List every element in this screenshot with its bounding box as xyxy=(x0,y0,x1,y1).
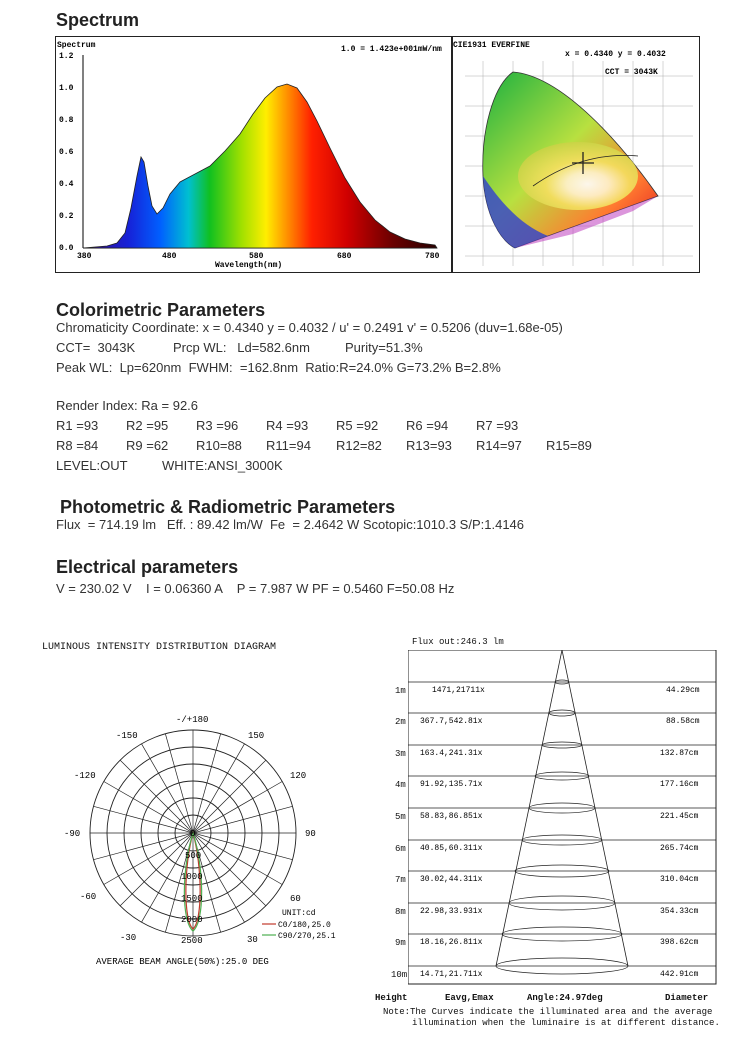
angle-150: 150 xyxy=(248,731,265,741)
height-5m: 5m xyxy=(395,812,406,822)
peak-wl-line: Peak WL: Lp=620nm FWHM: =162.8nm Ratio:R=24.0% G=73.2% B=2.8% xyxy=(56,360,501,375)
angle-120: 120 xyxy=(290,771,307,781)
diam-3m: 132.87cm xyxy=(660,749,699,758)
spectrum-curve xyxy=(83,84,437,248)
spectrum-xlabel: Wavelength(nm) xyxy=(215,261,283,270)
y-tick-1: 0.2 xyxy=(59,212,74,221)
diam-5m: 221.45cm xyxy=(660,812,699,821)
eavg-9m: 18.16,26.811x xyxy=(420,938,483,947)
r2: R2 =95 xyxy=(126,418,169,433)
height-8m: 8m xyxy=(395,907,406,917)
photometric-line: Flux = 714.19 lm Eff. : 89.42 lm/W Fe = 2.4642 W Scotopic:1010.3 S/P:1.4146 xyxy=(56,517,525,532)
diam-8m: 354.33cm xyxy=(660,907,699,916)
r8: R8 =84 xyxy=(56,438,99,453)
r11: R11=94 xyxy=(266,438,311,453)
electrical-line: V = 230.02 V I = 0.06360 A P = 7.987 W PF = 0.5460 F=50.08 Hz xyxy=(56,581,455,596)
polar-unit: UNIT:cd xyxy=(282,909,316,918)
cct-value: CCT= 3043K xyxy=(56,340,136,355)
r9: R9 =62 xyxy=(126,438,169,453)
footer-height: Height xyxy=(375,993,408,1003)
eavg-8m: 22.98,33.931x xyxy=(420,907,483,916)
height-6m: 6m xyxy=(395,844,406,854)
r7: R7 =93 xyxy=(476,418,519,433)
height-1m: 1m xyxy=(395,686,406,696)
r10: R10=88 xyxy=(196,438,242,453)
y-tick-5: 1.0 xyxy=(59,84,74,93)
chromaticity-line: Chromaticity Coordinate: x = 0.4340 y = 0.4032 / u' = 0.2491 v' = 0.5206 (duv=1.68e-05) xyxy=(56,320,563,335)
r14: R14=97 xyxy=(476,438,522,453)
diam-10m: 442.91cm xyxy=(660,970,699,979)
height-10m: 10m xyxy=(391,970,408,980)
r12: R12=82 xyxy=(336,438,382,453)
angle-n60: -60 xyxy=(80,892,97,902)
height-2m: 2m xyxy=(395,717,406,727)
diam-1m: 44.29cm xyxy=(666,686,700,695)
polar-title: LUMINOUS INTENSITY DISTRIBUTION DIAGRAM xyxy=(42,642,277,653)
x-tick-3: 680 xyxy=(337,252,352,261)
y-tick-6: 1.2 xyxy=(59,52,74,61)
spectrum-scale-note: 1.0 = 1.423e+001mW/nm xyxy=(341,45,442,54)
ring-0: 0 xyxy=(190,829,196,839)
r5: R5 =92 xyxy=(336,418,379,433)
note-line2: illumination when the luminaire is at different distance. xyxy=(412,1018,720,1028)
diam-6m: 265.74cm xyxy=(660,844,699,853)
spectrum-title: Spectrum xyxy=(56,10,140,30)
height-3m: 3m xyxy=(395,749,406,759)
colorimetric-title: Colorimetric Parameters xyxy=(56,300,266,320)
level: LEVEL:OUT xyxy=(56,458,128,473)
eavg-3m: 163.4,241.31x xyxy=(420,749,483,758)
flux-out: Flux out:246.3 lm xyxy=(412,637,504,647)
note-line1: Note:The Curves indicate the illuminated area and the average xyxy=(383,1007,713,1017)
eavg-10m: 14.71,21.711x xyxy=(420,970,483,979)
ring-2000: 2000 xyxy=(181,915,203,925)
footer-eavg: Eavg,Emax xyxy=(445,993,494,1003)
purity: Purity=51.3% xyxy=(345,340,423,355)
diam-4m: 177.16cm xyxy=(660,780,699,789)
x-tick-2: 580 xyxy=(249,252,264,261)
height-4m: 4m xyxy=(395,780,406,790)
cie-diagram xyxy=(453,36,698,272)
angle-n30: -30 xyxy=(120,933,137,943)
ring-1000: 1000 xyxy=(181,872,203,882)
cie-header: CIE1931 EVERFINE xyxy=(453,41,530,50)
eavg-6m: 40.85,60.311x xyxy=(420,844,483,853)
photometric-title: Photometric & Radiometric Parameters xyxy=(60,497,396,517)
polar-legend-c0: C0/180,25.0 xyxy=(278,921,331,930)
y-tick-2: 0.4 xyxy=(59,180,74,189)
height-7m: 7m xyxy=(395,875,406,885)
r13: R13=93 xyxy=(406,438,452,453)
footer-diameter: Diameter xyxy=(665,993,709,1003)
ring-1500: 1500 xyxy=(181,894,203,904)
height-9m: 9m xyxy=(395,938,406,948)
ring-2500: 2500 xyxy=(181,936,203,946)
polar-legend-c90: C90/270,25.1 xyxy=(278,932,336,941)
diam-9m: 398.62cm xyxy=(660,938,699,947)
x-tick-1: 480 xyxy=(162,252,177,261)
render-index: Render Index: Ra = 92.6 xyxy=(56,398,199,413)
angle-n150: -150 xyxy=(116,731,138,741)
y-tick-4: 0.8 xyxy=(59,116,74,125)
spectrum-inner-title: Spectrum xyxy=(57,41,96,50)
electrical-title: Electrical parameters xyxy=(56,557,239,577)
x-tick-4: 780 xyxy=(425,252,440,261)
r6: R6 =94 xyxy=(406,418,449,433)
cie-xy: x = 0.4340 y = 0.4032 xyxy=(565,50,666,59)
angle-60: 60 xyxy=(290,894,301,904)
illuminance-cone xyxy=(408,650,717,985)
diam-2m: 88.58cm xyxy=(666,717,700,726)
eavg-7m: 30.02,44.311x xyxy=(420,875,483,884)
angle-n90: -90 xyxy=(64,829,81,839)
r15: R15=89 xyxy=(546,438,592,453)
spectrum-chart xyxy=(55,36,452,272)
x-tick-0: 380 xyxy=(77,252,92,261)
y-tick-0: 0.0 xyxy=(59,244,74,253)
r1: R1 =93 xyxy=(56,418,99,433)
eavg-1m: 1471,21711x xyxy=(432,686,485,695)
angle-30: 30 xyxy=(247,935,258,945)
beam-angle: AVERAGE BEAM ANGLE(50%):25.0 DEG xyxy=(96,957,269,967)
eavg-5m: 58.83,86.851x xyxy=(420,812,483,821)
prcp-wl: Prcp WL: Ld=582.6nm xyxy=(173,340,310,355)
r4: R4 =93 xyxy=(266,418,309,433)
footer-angle: Angle:24.97deg xyxy=(527,993,603,1003)
angle-180: -/+180 xyxy=(176,715,209,725)
diam-7m: 310.04cm xyxy=(660,875,699,884)
y-tick-3: 0.6 xyxy=(59,148,74,157)
ring-500: 500 xyxy=(185,851,202,861)
r3: R3 =96 xyxy=(196,418,239,433)
eavg-4m: 91.92,135.71x xyxy=(420,780,483,789)
eavg-2m: 367.7,542.81x xyxy=(420,717,483,726)
cie-cct: CCT = 3043K xyxy=(605,68,658,77)
angle-n120: -120 xyxy=(74,771,96,781)
polar-diagram xyxy=(40,705,360,970)
angle-90: 90 xyxy=(305,829,316,839)
white: WHITE:ANSI_3000K xyxy=(162,458,283,473)
